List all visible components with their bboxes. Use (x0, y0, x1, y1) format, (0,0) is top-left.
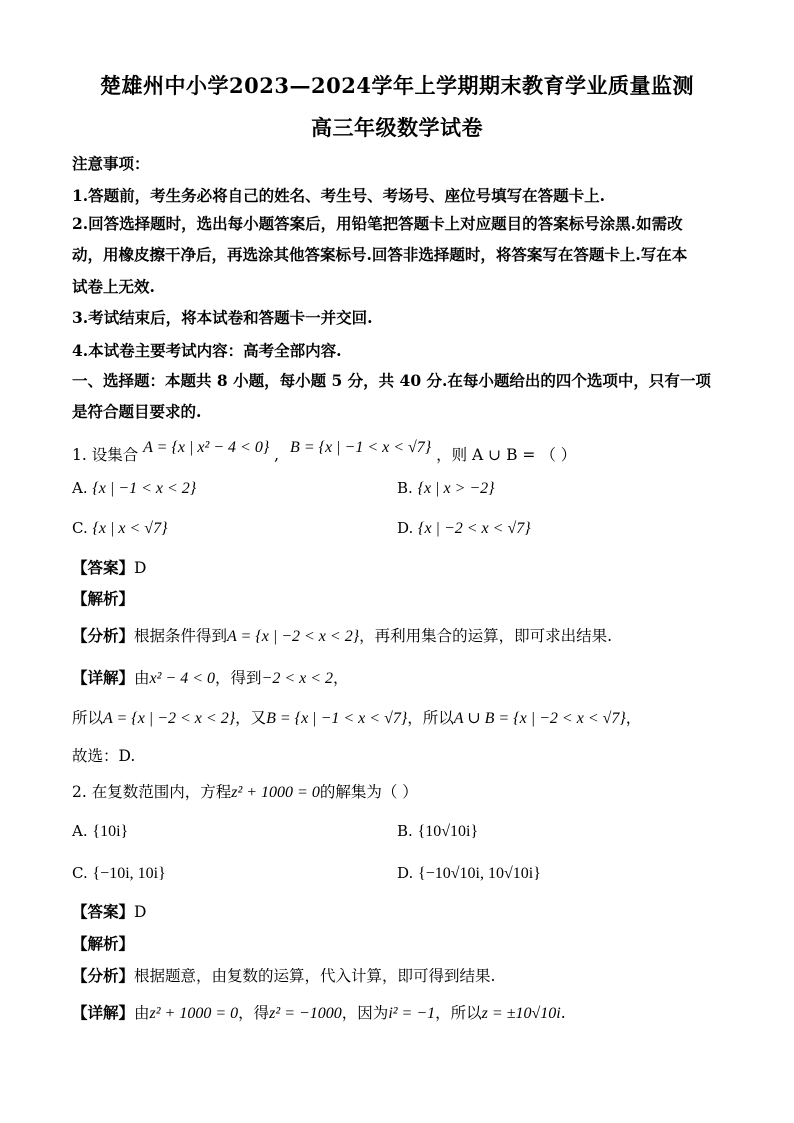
answer-value: D (134, 559, 147, 577)
note-2: 2.回答选择题时，选出每小题答案后，用铅笔把答题卡上对应题目的答案标号涂黑.如需改 (72, 214, 683, 233)
q2-analysis-tag: 【解析】 (72, 934, 135, 953)
q2-option-d-value: {−10√10i, 10√10i} (418, 865, 541, 882)
note-2-cont: 动，用橡皮擦干净后，再选涂其他答案标号.回答非选择题时，将答案写在答题卡上.写在本 (72, 245, 688, 264)
q1-option-c-value: {x | x < √7} (92, 520, 168, 537)
q1-option-a-value: {x | −1 < x < 2} (92, 480, 197, 497)
q1-option-d-value: {x | −2 < x < √7} (418, 520, 531, 537)
q1-answer (72, 556, 146, 578)
q2-option-c[interactable]: C. {−10i, 10i} (72, 864, 166, 882)
q1-xiangjie: 【详解】由x² − 4 < 0，得到−2 < x < 2， (72, 668, 349, 687)
q1-fenxi: 【分析】根据条件得到A = {x | −2 < x < 2}，再利用集合的运算，即可求出结果. (72, 626, 613, 645)
exam-subtitle: 高三年级数学试卷 (311, 115, 483, 140)
q1-analysis-tag: 【解析】 (72, 589, 135, 608)
q2-option-c-value: {−10i, 10i} (92, 865, 166, 882)
q1-prefix: 1. 设集合 (72, 446, 139, 464)
exam-title: 楚雄州中小学2023—2024学年上学期期末教育学业质量监测 (100, 73, 694, 98)
notes-heading: 注意事项： (72, 154, 150, 173)
q2-option-b-value: {10√10i} (417, 823, 479, 840)
note-1: 1.答题前，考生务必将自己的姓名、考生号、考场号、座位号填写在答题卡上. (72, 186, 606, 205)
q1-xiangjie-2: 所以A = {x | −2 < x < 2}，又B = {x | −1 < x < √7}，所以A ∪ B = {x | −2 < x < √7}， (72, 709, 642, 727)
q1-conclusion: 故选：D. (72, 747, 136, 765)
answer-tag: 【答案】 (72, 558, 135, 577)
q1-option-c[interactable]: C. {x | x < √7} (72, 519, 168, 537)
section-heading-cont: 是符合题目要求的. (72, 402, 202, 421)
note-2-end: 试卷上无效. (72, 277, 155, 296)
q1-ask: ，则 A ∪ B = （ ） (436, 446, 577, 464)
q1-option-b[interactable]: B. {x | x > −2} (397, 479, 495, 497)
question-2: 2. 在复数范围内，方程z² + 1000 = 0的解集为（ ） (72, 783, 418, 801)
q1-fenxi-set: A = {x | −2 < x < 2} (227, 628, 360, 645)
question-1: 1. 设集合 A = {x | x² − 4 < 0} , B = {x | −1 < x < √7} ，则 A ∪ B = （ ） (72, 439, 577, 464)
q2-option-d[interactable]: D. {−10√10i, 10√10i} (397, 864, 541, 882)
q1-option-a[interactable]: A. {x | −1 < x < 2} (72, 479, 197, 497)
note-4: 4.本试卷主要考试内容：高考全部内容. (72, 341, 342, 360)
q1-set-b: B = {x | −1 < x < √7} (290, 439, 432, 456)
q2-xiangjie: 【详解】由z² + 1000 = 0，得z² = −1000，因为i² = −1，所以z = ±10√10i. (72, 1003, 566, 1022)
q1-option-d[interactable]: D. {x | −2 < x < √7} (397, 519, 531, 537)
section-heading: 一、选择题：本题共 8 小题，每小题 5 分，共 40 分.在每小题给出的四个选项中，只有一项 (72, 371, 711, 390)
q1-option-b-value: {x | x > −2} (417, 480, 495, 497)
q2-answer: 【答案】D (72, 902, 147, 921)
q2-equation: z² + 1000 = 0 (231, 784, 320, 801)
note-3: 3.考试结束后，将本试卷和答题卡一并交回. (72, 308, 373, 327)
q2-option-a[interactable]: A. {10i} (72, 822, 129, 840)
q2-fenxi: 【分析】根据题意，由复数的运算，代入计算，即可得到结果. (72, 966, 496, 985)
q1-set-a: A = {x | x² − 4 < 0} (143, 439, 270, 456)
q2-option-b[interactable]: B. {10√10i} (397, 822, 479, 840)
q2-option-a-value: {10i} (92, 823, 129, 840)
